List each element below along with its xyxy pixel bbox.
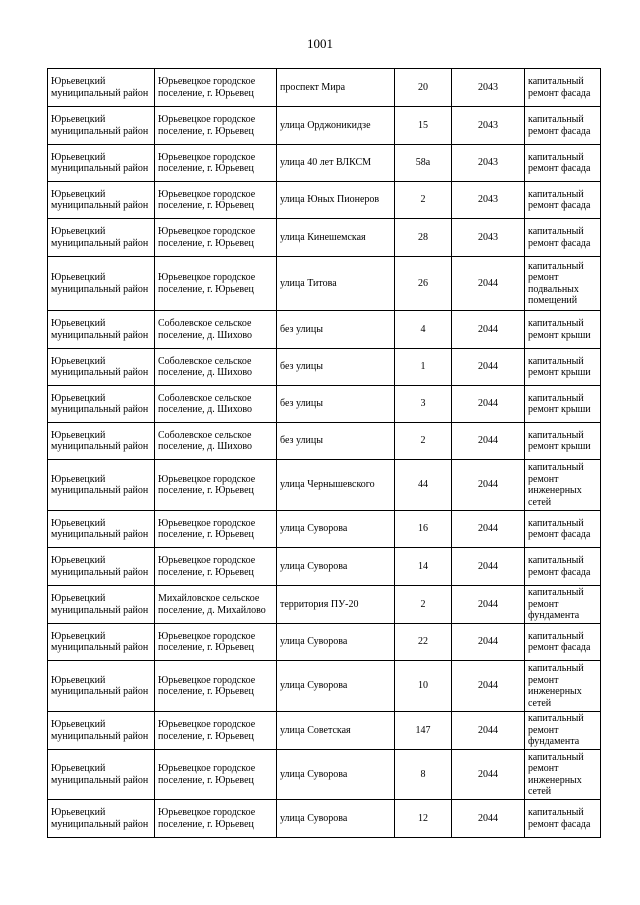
table-row — [48, 511, 601, 548]
page-number: 1001 — [307, 36, 333, 51]
table-row — [48, 586, 601, 624]
street-cell: без улицы — [277, 386, 395, 423]
repair-type-cell: капитальный ремонт фасада — [525, 800, 601, 838]
repair-year-cell: 2043 — [452, 69, 525, 107]
repair-year-cell: 2044 — [452, 661, 525, 712]
street-cell: улица Юных Пионеров — [277, 182, 395, 219]
table-row — [48, 624, 601, 661]
street-cell: улица Титова — [277, 257, 395, 311]
district-cell: Юрьевецкий муниципальный район — [48, 460, 155, 511]
repair-year-cell: 2044 — [452, 511, 525, 548]
settlement-cell: Соболевское сельское поселение, д. Шихово — [155, 311, 277, 349]
table-row — [48, 800, 601, 838]
repair-type-cell: капитальный ремонт фасада — [525, 107, 601, 145]
street-cell: без улицы — [277, 349, 395, 386]
repair-year-cell: 2044 — [452, 586, 525, 624]
house-number-cell: 15 — [395, 107, 452, 145]
table-row — [48, 69, 601, 107]
district-cell: Юрьевецкий муниципальный район — [48, 586, 155, 624]
repair-year-cell: 2043 — [452, 107, 525, 145]
table-row — [48, 548, 601, 586]
street-cell: улица Суворова — [277, 750, 395, 800]
house-number-cell: 28 — [395, 219, 452, 257]
table-row — [48, 460, 601, 511]
settlement-cell: Юрьевецкое городское поселение, г. Юрьевец — [155, 69, 277, 107]
house-number-cell: 16 — [395, 511, 452, 548]
settlement-cell: Юрьевецкое городское поселение, г. Юрьевец — [155, 750, 277, 800]
street-cell: без улицы — [277, 311, 395, 349]
repair-type-cell: капитальный ремонт фасада — [525, 182, 601, 219]
street-cell: улица Кинешемская — [277, 219, 395, 257]
settlement-cell: Соболевское сельское поселение, д. Шихово — [155, 386, 277, 423]
settlement-cell: Юрьевецкое городское поселение, г. Юрьевец — [155, 182, 277, 219]
house-number-cell: 44 — [395, 460, 452, 511]
repair-year-cell: 2043 — [452, 219, 525, 257]
settlement-cell: Юрьевецкое городское поселение, г. Юрьевец — [155, 145, 277, 182]
repair-year-cell: 2044 — [452, 548, 525, 586]
table-row — [48, 257, 601, 311]
repair-type-cell: капитальный ремонт фундамента — [525, 586, 601, 624]
repair-type-cell: капитальный ремонт крыши — [525, 423, 601, 460]
house-number-cell: 3 — [395, 386, 452, 423]
house-number-cell: 2 — [395, 586, 452, 624]
house-number-cell: 2 — [395, 182, 452, 219]
repair-year-cell: 2044 — [452, 712, 525, 750]
repair-type-cell: капитальный ремонт крыши — [525, 349, 601, 386]
table-row — [48, 145, 601, 182]
repair-type-cell: капитальный ремонт фасада — [525, 69, 601, 107]
table-row — [48, 349, 601, 386]
settlement-cell: Юрьевецкое городское поселение, г. Юрьевец — [155, 661, 277, 712]
repair-type-cell: капитальный ремонт крыши — [525, 311, 601, 349]
table-row — [48, 423, 601, 460]
district-cell: Юрьевецкий муниципальный район — [48, 750, 155, 800]
settlement-cell: Юрьевецкое городское поселение, г. Юрьевец — [155, 107, 277, 145]
house-number-cell: 14 — [395, 548, 452, 586]
settlement-cell: Юрьевецкое городское поселение, г. Юрьевец — [155, 511, 277, 548]
district-cell: Юрьевецкий муниципальный район — [48, 624, 155, 661]
street-cell: улица Суворова — [277, 624, 395, 661]
settlement-cell: Юрьевецкое городское поселение, г. Юрьевец — [155, 800, 277, 838]
settlement-cell: Юрьевецкое городское поселение, г. Юрьевец — [155, 624, 277, 661]
house-number-cell: 58а — [395, 145, 452, 182]
street-cell: улица Суворова — [277, 800, 395, 838]
district-cell: Юрьевецкий муниципальный район — [48, 548, 155, 586]
repair-year-cell: 2044 — [452, 460, 525, 511]
table-row — [48, 107, 601, 145]
repair-year-cell: 2044 — [452, 624, 525, 661]
district-cell: Юрьевецкий муниципальный район — [48, 800, 155, 838]
repair-year-cell: 2044 — [452, 311, 525, 349]
district-cell: Юрьевецкий муниципальный район — [48, 182, 155, 219]
street-cell: улица Советская — [277, 712, 395, 750]
repair-type-cell: капитальный ремонт инженерных сетей — [525, 661, 601, 712]
repair-year-cell: 2044 — [452, 800, 525, 838]
house-number-cell: 10 — [395, 661, 452, 712]
repair-type-cell: капитальный ремонт фасада — [525, 624, 601, 661]
repair-type-cell: капитальный ремонт фундамента — [525, 712, 601, 750]
house-number-cell: 20 — [395, 69, 452, 107]
repair-year-cell: 2044 — [452, 750, 525, 800]
house-number-cell: 12 — [395, 800, 452, 838]
repair-type-cell: капитальный ремонт крыши — [525, 386, 601, 423]
table-row — [48, 311, 601, 349]
district-cell: Юрьевецкий муниципальный район — [48, 69, 155, 107]
repair-type-cell: капитальный ремонт инженерных сетей — [525, 750, 601, 800]
settlement-cell: Соболевское сельское поселение, д. Шихово — [155, 349, 277, 386]
house-number-cell: 1 — [395, 349, 452, 386]
street-cell: территория ПУ-20 — [277, 586, 395, 624]
house-number-cell: 22 — [395, 624, 452, 661]
district-cell: Юрьевецкий муниципальный район — [48, 257, 155, 311]
repair-year-cell: 2044 — [452, 257, 525, 311]
table-row — [48, 750, 601, 800]
house-number-cell: 8 — [395, 750, 452, 800]
district-cell: Юрьевецкий муниципальный район — [48, 349, 155, 386]
street-cell: без улицы — [277, 423, 395, 460]
repair-type-cell: капитальный ремонт подвальных помещений — [525, 257, 601, 311]
district-cell: Юрьевецкий муниципальный район — [48, 145, 155, 182]
house-number-cell: 2 — [395, 423, 452, 460]
settlement-cell: Юрьевецкое городское поселение, г. Юрьевец — [155, 548, 277, 586]
repair-type-cell: капитальный ремонт инженерных сетей — [525, 460, 601, 511]
repair-year-cell: 2044 — [452, 423, 525, 460]
house-number-cell: 147 — [395, 712, 452, 750]
street-cell: улица Суворова — [277, 511, 395, 548]
repair-type-cell: капитальный ремонт фасада — [525, 548, 601, 586]
repair-year-cell: 2044 — [452, 349, 525, 386]
repair-type-cell: капитальный ремонт фасада — [525, 145, 601, 182]
district-cell: Юрьевецкий муниципальный район — [48, 219, 155, 257]
housing-repair-table — [47, 68, 601, 838]
table-row — [48, 712, 601, 750]
settlement-cell: Юрьевецкое городское поселение, г. Юрьевец — [155, 712, 277, 750]
district-cell: Юрьевецкий муниципальный район — [48, 386, 155, 423]
street-cell: улица Суворова — [277, 661, 395, 712]
settlement-cell: Михайловское сельское поселение, д. Михайлово — [155, 586, 277, 624]
settlement-cell: Юрьевецкое городское поселение, г. Юрьевец — [155, 460, 277, 511]
street-cell: улица Орджоникидзе — [277, 107, 395, 145]
table-row — [48, 386, 601, 423]
settlement-cell: Юрьевецкое городское поселение, г. Юрьевец — [155, 257, 277, 311]
district-cell: Юрьевецкий муниципальный район — [48, 511, 155, 548]
street-cell: улица Чернышевского — [277, 460, 395, 511]
table-row — [48, 182, 601, 219]
district-cell: Юрьевецкий муниципальный район — [48, 661, 155, 712]
repair-year-cell: 2044 — [452, 386, 525, 423]
table-row — [48, 219, 601, 257]
repair-year-cell: 2043 — [452, 182, 525, 219]
district-cell: Юрьевецкий муниципальный район — [48, 107, 155, 145]
street-cell: улица Суворова — [277, 548, 395, 586]
settlement-cell: Соболевское сельское поселение, д. Шихово — [155, 423, 277, 460]
repair-type-cell: капитальный ремонт фасада — [525, 511, 601, 548]
table-row — [48, 661, 601, 712]
repair-year-cell: 2043 — [452, 145, 525, 182]
street-cell: улица 40 лет ВЛКСМ — [277, 145, 395, 182]
repair-type-cell: капитальный ремонт фасада — [525, 219, 601, 257]
house-number-cell: 4 — [395, 311, 452, 349]
street-cell: проспект Мира — [277, 69, 395, 107]
district-cell: Юрьевецкий муниципальный район — [48, 712, 155, 750]
district-cell: Юрьевецкий муниципальный район — [48, 423, 155, 460]
house-number-cell: 26 — [395, 257, 452, 311]
district-cell: Юрьевецкий муниципальный район — [48, 311, 155, 349]
settlement-cell: Юрьевецкое городское поселение, г. Юрьевец — [155, 219, 277, 257]
